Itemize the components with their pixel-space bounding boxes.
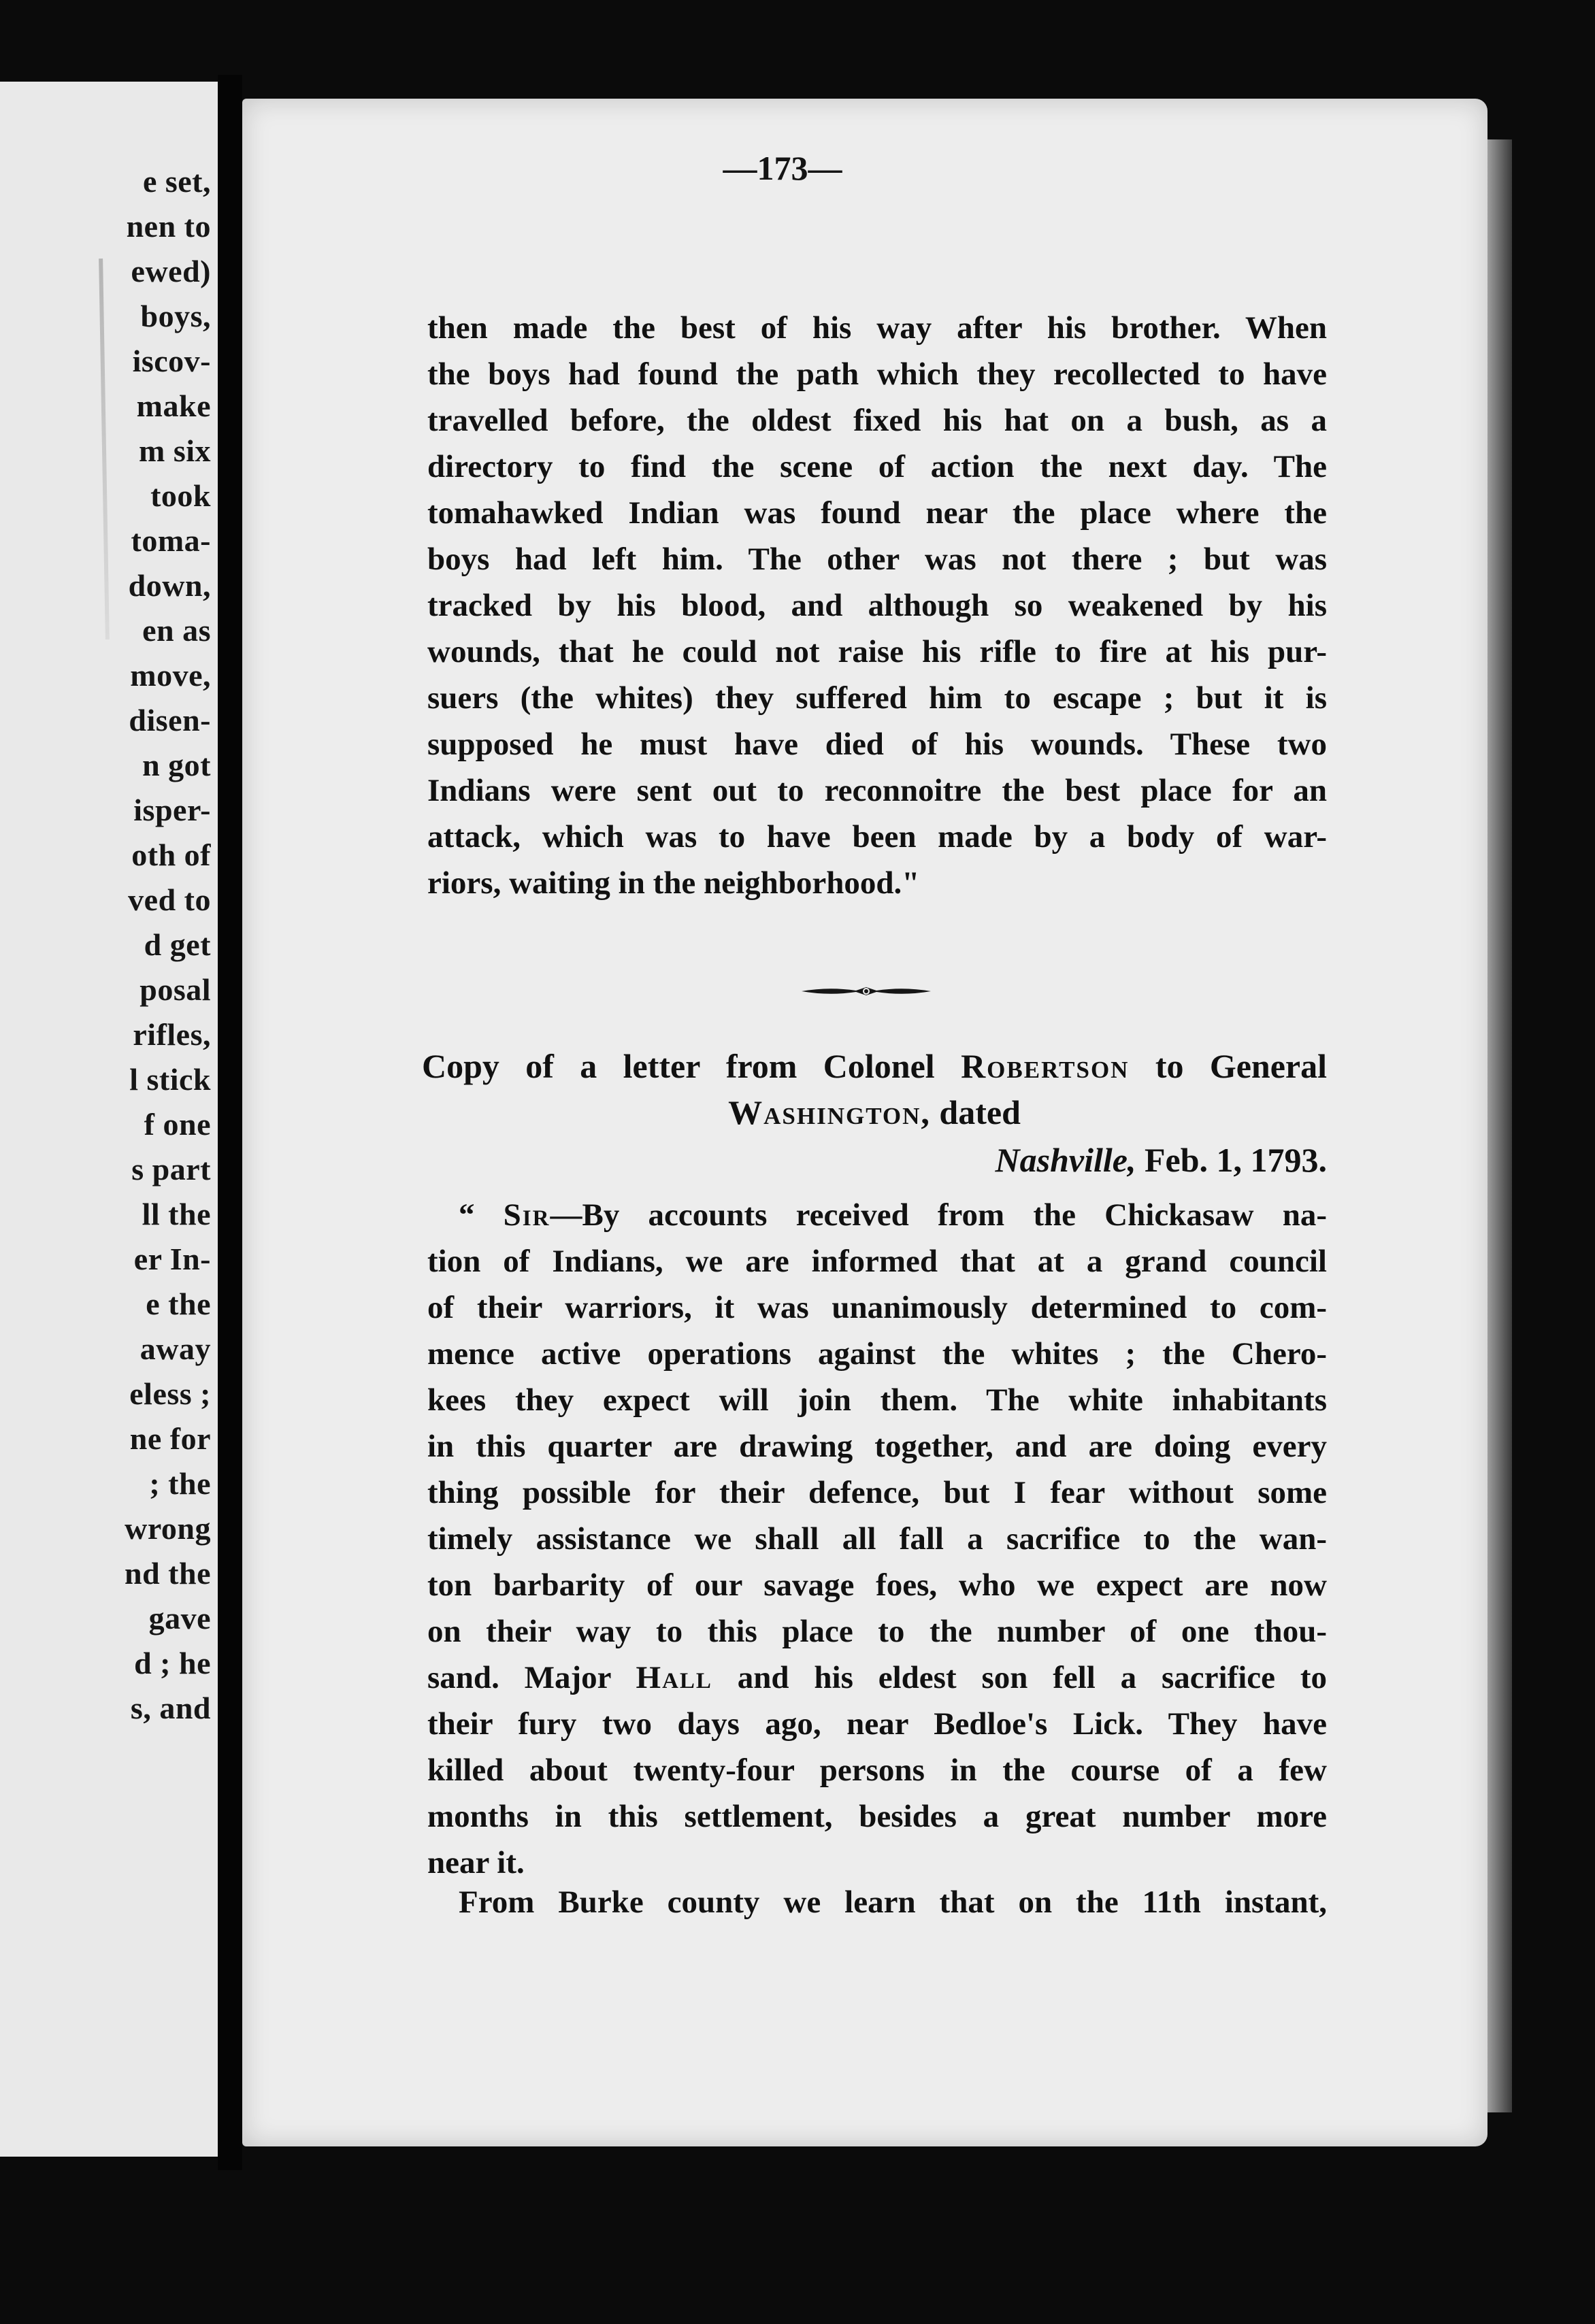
text-line: the boys had found the path which they recollected to have (427, 356, 1327, 392)
facing-page-line: ved to (128, 882, 211, 917)
facing-page-line: f one (144, 1107, 211, 1142)
facing-page-line: toma- (131, 523, 211, 558)
facing-page-line: rifles, (133, 1017, 211, 1052)
recipient-name: Washington, (728, 1093, 931, 1131)
facing-page-fragment (0, 82, 219, 2157)
page-edge-shadow (1487, 139, 1512, 2112)
facing-page-line: s, and (130, 1691, 211, 1725)
paragraph-continued (427, 305, 1327, 906)
facing-page-line: nd the (125, 1556, 211, 1591)
facing-page-line: ; the (149, 1466, 211, 1501)
text-line: Indians were sent out to reconnoitre the best place for an (427, 773, 1327, 808)
text-line: sand. Major Hall and his eldest son fell a sacrifice to (427, 1660, 1328, 1695)
text-line: attack, which was to have been made by a body of war- (427, 819, 1327, 854)
text-line: “ Sir—By accounts received from the Chickasaw na- (459, 1197, 1327, 1233)
facing-page-line: e the (146, 1286, 211, 1321)
facing-page-line: eless ; (129, 1376, 211, 1411)
facing-page-line: d get (144, 927, 211, 962)
text-line: in this quarter are drawing together, and are doing every (427, 1429, 1327, 1464)
text-line: mence active operations against the whites ; the Chero- (427, 1336, 1327, 1372)
text-line: tracked by his blood, and although so weakened by his (427, 588, 1327, 623)
facing-page-line: s part (131, 1152, 211, 1186)
facing-page-line: n got (142, 748, 211, 782)
next-paragraph (427, 1879, 1327, 1925)
facing-page-line: isper- (133, 793, 211, 827)
text-line: near it. (427, 1845, 525, 1880)
facing-page-line: ll the (142, 1197, 211, 1231)
text-line: on their way to this place to the number of one thou- (427, 1614, 1327, 1649)
sender-name: Robertson (961, 1047, 1130, 1085)
facing-page-line: disen- (129, 703, 211, 737)
text-line: suers (the whites) they suffered him to escape ; but it is (427, 680, 1327, 716)
text-line: thing possible for their defence, but I fear without some (427, 1475, 1327, 1510)
text-line: boys had left him. The other was not there ; but was (427, 542, 1327, 577)
text-line: riors, waiting in the neighborhood." (427, 865, 920, 901)
facing-page-line: er In- (133, 1242, 211, 1276)
facing-page-line: ewed) (131, 254, 211, 288)
facing-page-line: oth of (131, 837, 211, 872)
facing-page-line: boys, (140, 299, 211, 333)
section-divider-ornament (802, 985, 931, 997)
facing-page-line: l stick (129, 1062, 211, 1097)
page-crease (99, 259, 110, 640)
text-line: kees they expect will join them. The white inhabitants (427, 1382, 1327, 1418)
text-line: wounds, that he could not raise his rifle to fire at his pur- (427, 634, 1327, 669)
text-line: killed about twenty-four persons in the course of a few (427, 1753, 1327, 1788)
person-name: Hall (636, 1660, 712, 1695)
text-line: supposed he must have died of his wounds. These two (427, 727, 1327, 762)
text-line: travelled before, the oldest fixed his hat on a bush, as a (427, 403, 1327, 438)
text-line: directory to find the scene of action the next day. The (427, 449, 1327, 484)
letter-date: Feb. 1, 1793. (1144, 1141, 1327, 1179)
facing-page-line: ne for (129, 1421, 211, 1456)
letter-dateline (422, 1140, 1327, 1180)
facing-page-line: posal (139, 972, 211, 1007)
facing-page-line: iscov- (132, 344, 211, 378)
text-line: ton barbarity of our savage foes, who we expect are now (427, 1567, 1327, 1603)
letter-body (427, 1192, 1327, 1886)
facing-page-line: down, (128, 568, 211, 603)
facing-page-line: took (150, 478, 211, 513)
text-line: months in this settlement, besides a great number more (427, 1799, 1327, 1834)
text-line: timely assistance we shall all fall a sacrifice to the wan- (427, 1521, 1327, 1557)
text-line: their fury two days ago, near Bedloe's Lick. They have (427, 1706, 1327, 1742)
letter-title-line-2: Washington, dated (728, 1093, 1021, 1131)
text-line: tomahawked Indian was found near the place where the (427, 495, 1327, 531)
text-line: of their warriors, it was unanimously determined to com- (427, 1290, 1327, 1325)
facing-page-line: make (136, 388, 211, 423)
text-line: then made the best of his way after his brother. When (427, 310, 1327, 346)
letter-place: Nashville, (995, 1141, 1136, 1179)
text-line: tion of Indians, we are informed that at a grand council (427, 1244, 1327, 1279)
facing-page-line: away (139, 1331, 211, 1366)
facing-page-line: nen to (126, 209, 211, 244)
text-line: From Burke county we learn that on the 11th instant, (459, 1885, 1327, 1920)
book-gutter (218, 75, 242, 2170)
facing-page-line: m six (139, 433, 211, 468)
facing-page-line: wrong (125, 1511, 211, 1546)
facing-page-line: gave (148, 1601, 211, 1636)
salutation: Sir (503, 1197, 550, 1233)
letter-title-line-1: Copy of a letter from Colonel Robertson to General (422, 1047, 1327, 1085)
facing-page-line: d ; he (134, 1646, 211, 1680)
facing-page-line: e set, (142, 164, 211, 199)
page-number: —173— (723, 149, 842, 187)
facing-page-line: en as (142, 613, 211, 648)
facing-page-line: move, (130, 658, 211, 693)
